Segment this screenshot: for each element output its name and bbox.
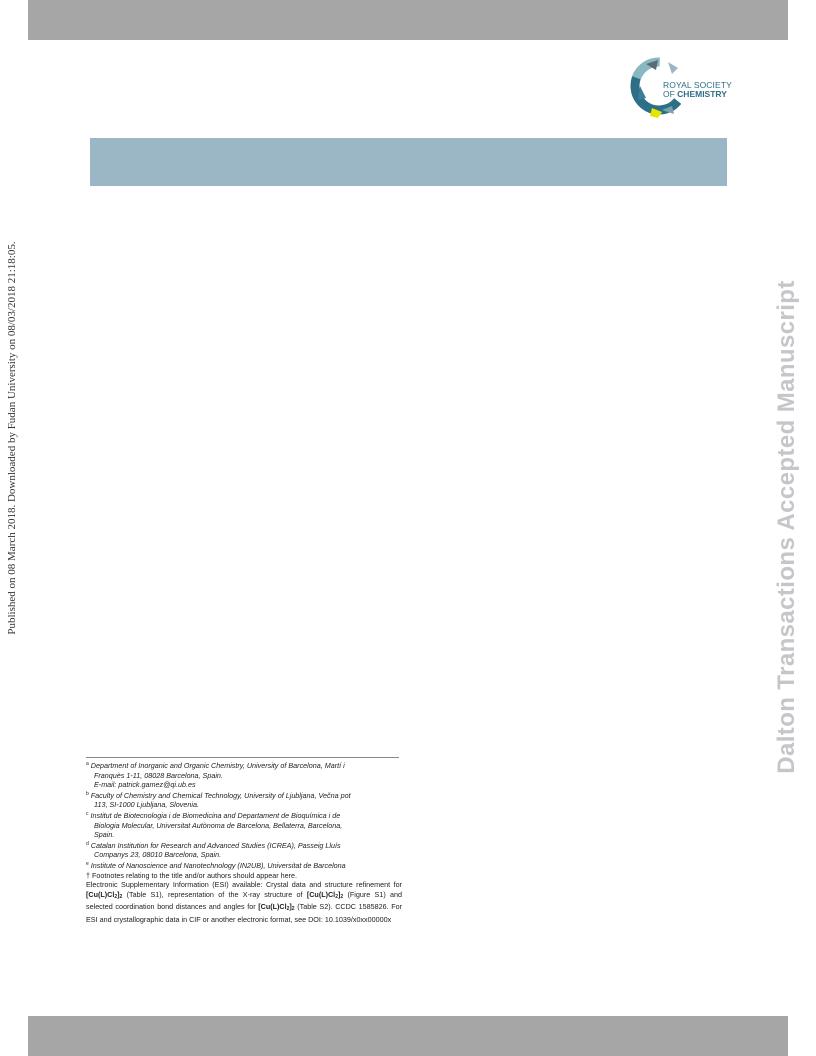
esi-note: Electronic Supplementary Information (ESI) available: Crystal data and structure refinement for $[Cu(L)Cl_2]_2$ (Table S1), representation of the X-ray structure of $[Cu(L)Cl_2]_2$ (Figure S1) and selected coordination bond distances and angles for $[Cu(L)Cl_2]_2$ (Table S2). CCDC 1585826. For ESI and crystallographic data in CIF or another electronic format, see DOI: 10.1039/x0xx00000x <box>86 880 403 924</box>
logo-line-1: ROYAL SOCIETY <box>663 80 732 90</box>
footnote-e: $^e$ Institute of Nanoscience and Nanotechnology (IN2UB), Universitat de Barcelona <box>86 860 346 870</box>
footnote-dagger: † Footnotes relating to the title and/or authors should appear here. <box>86 870 297 880</box>
title-band <box>90 138 727 186</box>
rsc-logo-text <box>663 81 732 99</box>
footnote-b: $^b$ Faculty of Chemistry and Chemical Technology, University of Ljubljana, Večna pot 113, SI-1000 Ljubljana, Slovenia. <box>86 790 351 810</box>
footnote-d: $^d$ Catalan Institution for Research and Advanced Studies (ICREA), Passeig Lluís Companys 23, 08010 Barcelona, Spain. <box>86 840 341 860</box>
header-bar <box>28 0 788 40</box>
footnote-c: $^c$ Institut de Biotecnologia i de Biomedicina and Departament de Bioquímica i de Biologia Molecular, Universitat Autònoma de Barcelona, Bellaterra, Barcelona, Spain. <box>86 810 343 840</box>
footnotes <box>86 760 402 925</box>
logo-line-2: OF CHEMISTRY <box>663 89 727 99</box>
footnote-divider <box>86 757 399 758</box>
footnote-a: $^a$ Department of Inorganic and Organic Chemistry, University of Barcelona, Martí i Franquès 1-11, 08028 Barcelona, Spain. E-mail: patrick.gamez@qi.ub.es <box>86 761 345 790</box>
footer-bar <box>28 1016 788 1056</box>
